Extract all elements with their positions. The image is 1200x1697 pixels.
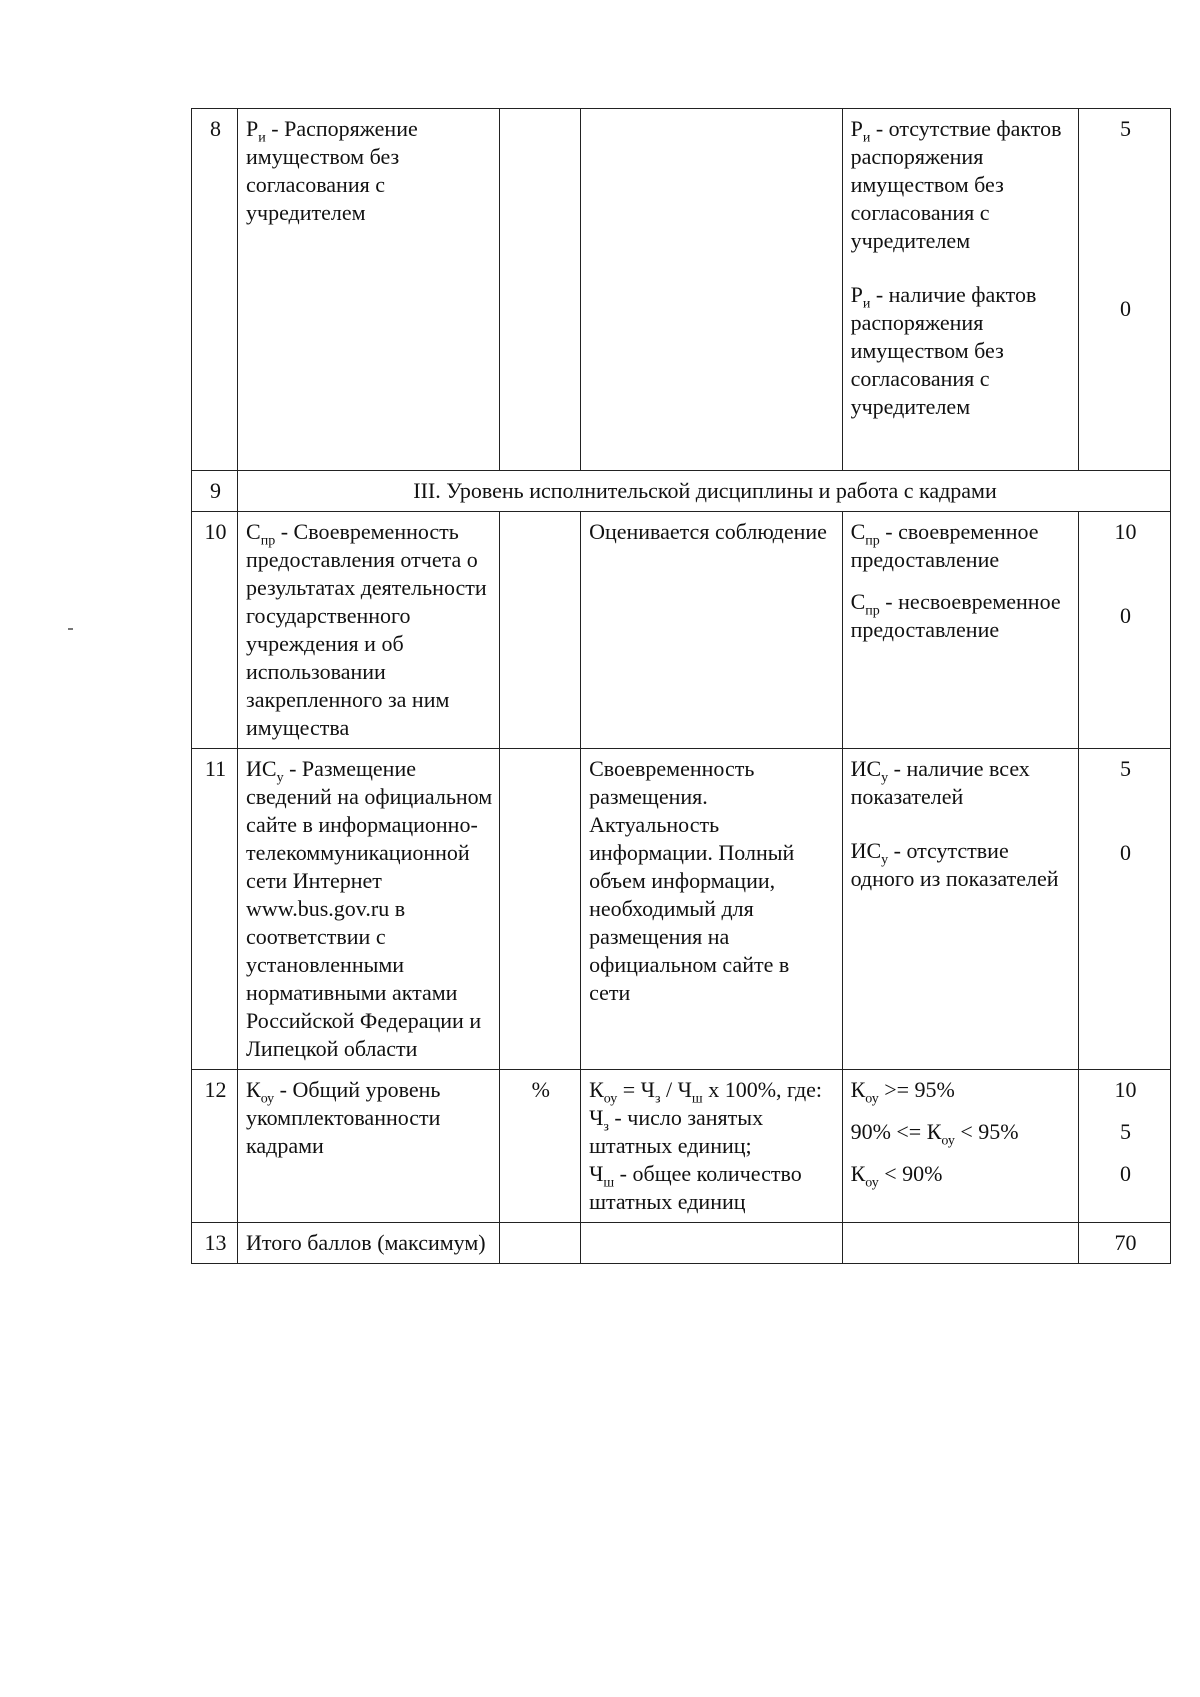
criterion: $К_{оу} >= 95\%$ (850, 1077, 955, 1107)
criterion: $Р_и$ - наличие фактов распоряжения имуществом без согласования с учредителем (850, 282, 1037, 419)
points-cell (1078, 512, 1170, 749)
points-value: 10 (1114, 519, 1137, 544)
calculation-cell (581, 1070, 842, 1223)
indicator-name: $С_{пр}$ - Своевременность предоставления отчета о результатах деятельности государственного учреждения и об использовании закрепленного за ним имущества (238, 512, 499, 749)
criteria-cell (842, 109, 1078, 471)
points-cell (1078, 749, 1170, 1070)
table-row (192, 1070, 1171, 1223)
points-value: 0 (1119, 840, 1131, 865)
calculation-cell (581, 1223, 842, 1264)
row-number: 13 (192, 1223, 238, 1264)
points-value: 0 (1119, 603, 1131, 628)
unit-cell (499, 512, 581, 749)
row-number: 10 (192, 512, 238, 749)
criterion: $ИС_у$ - наличие всех показателей (850, 756, 1030, 809)
calculation-cell (581, 109, 842, 471)
criterion: $90\% <= К_{оу} < 95\%$ (850, 1119, 1019, 1149)
points-value: 0 (1119, 1161, 1131, 1186)
criterion: $С_{пр}$ - своевременное предоставление (850, 519, 1039, 572)
indicator-name: $ИС_у$ - Размещение сведений на официальном сайте в информационно-телекоммуникационной сети Интернет www.bus.gov.ru в соответствии с установленными нормативными актами Российской Федерации и Липецкой области (238, 749, 499, 1070)
indicator-text: - Распоряжение имуществом без согласования с учредителем (246, 116, 418, 225)
criterion: $С_{пр}$ - несвоевременное предоставление (850, 589, 1061, 642)
criterion: $ИС_у$ - отсутствие одного из показателей (850, 838, 1059, 891)
criterion: $Р_и$ - отсутствие фактов распоряжения имуществом без согласования с учредителем (850, 116, 1062, 253)
calculation-cell: Оценивается соблюдение (581, 512, 842, 749)
criteria-cell (842, 512, 1078, 749)
indicator-name: $К_{оу}$ - Общий уровень укомплектованности кадрами (238, 1070, 499, 1223)
unit-cell (499, 749, 581, 1070)
points-value: 5 (1119, 116, 1131, 141)
indicator-name (238, 109, 499, 471)
table-row (192, 749, 1171, 1070)
total-points: 70 (1078, 1223, 1170, 1264)
points-cell (1078, 1070, 1170, 1223)
formula-legend: $Ч_з$ - число занятых штатных единиц; (589, 1105, 764, 1158)
row-number: 8 (192, 109, 238, 471)
points-value: 0 (1119, 296, 1131, 321)
section-row (192, 471, 1171, 512)
total-label: Итого баллов (максимум) (238, 1223, 499, 1264)
criteria-cell (842, 1070, 1078, 1223)
unit-cell (499, 109, 581, 471)
points-value: 5 (1119, 1119, 1131, 1144)
criterion: $К_{оу} < 90\%$ (850, 1161, 943, 1191)
criteria-cell (842, 1223, 1078, 1264)
points-value: 5 (1119, 756, 1131, 781)
formula-legend: $Ч_ш$ - общее количество штатных единиц (589, 1161, 802, 1214)
scan-speck (68, 628, 73, 630)
total-row (192, 1223, 1171, 1264)
calculation-cell: Своевременность размещения. Актуальность информации. Полный объем информации, необходимый для размещения на официальном сайте в сети (581, 749, 842, 1070)
points-value: 10 (1114, 1077, 1137, 1102)
table-row (192, 512, 1171, 749)
formula: $К_{оу} = Ч_з / Ч_ш$ х 100%, где: (589, 1077, 823, 1107)
row-number: 11 (192, 749, 238, 1070)
unit-cell (499, 1223, 581, 1264)
row-number: 12 (192, 1070, 238, 1223)
indicator-symbol: Р (246, 116, 259, 141)
indicator-subscript: и (258, 130, 266, 146)
unit-cell: % (499, 1070, 581, 1223)
points-cell (1078, 109, 1170, 471)
row-number: 9 (192, 471, 238, 512)
indicators-table (191, 108, 1171, 1264)
table-row (192, 109, 1171, 471)
criteria-cell (842, 749, 1078, 1070)
section-title: III. Уровень исполнительской дисциплины и работа с кадрами (238, 471, 1171, 512)
